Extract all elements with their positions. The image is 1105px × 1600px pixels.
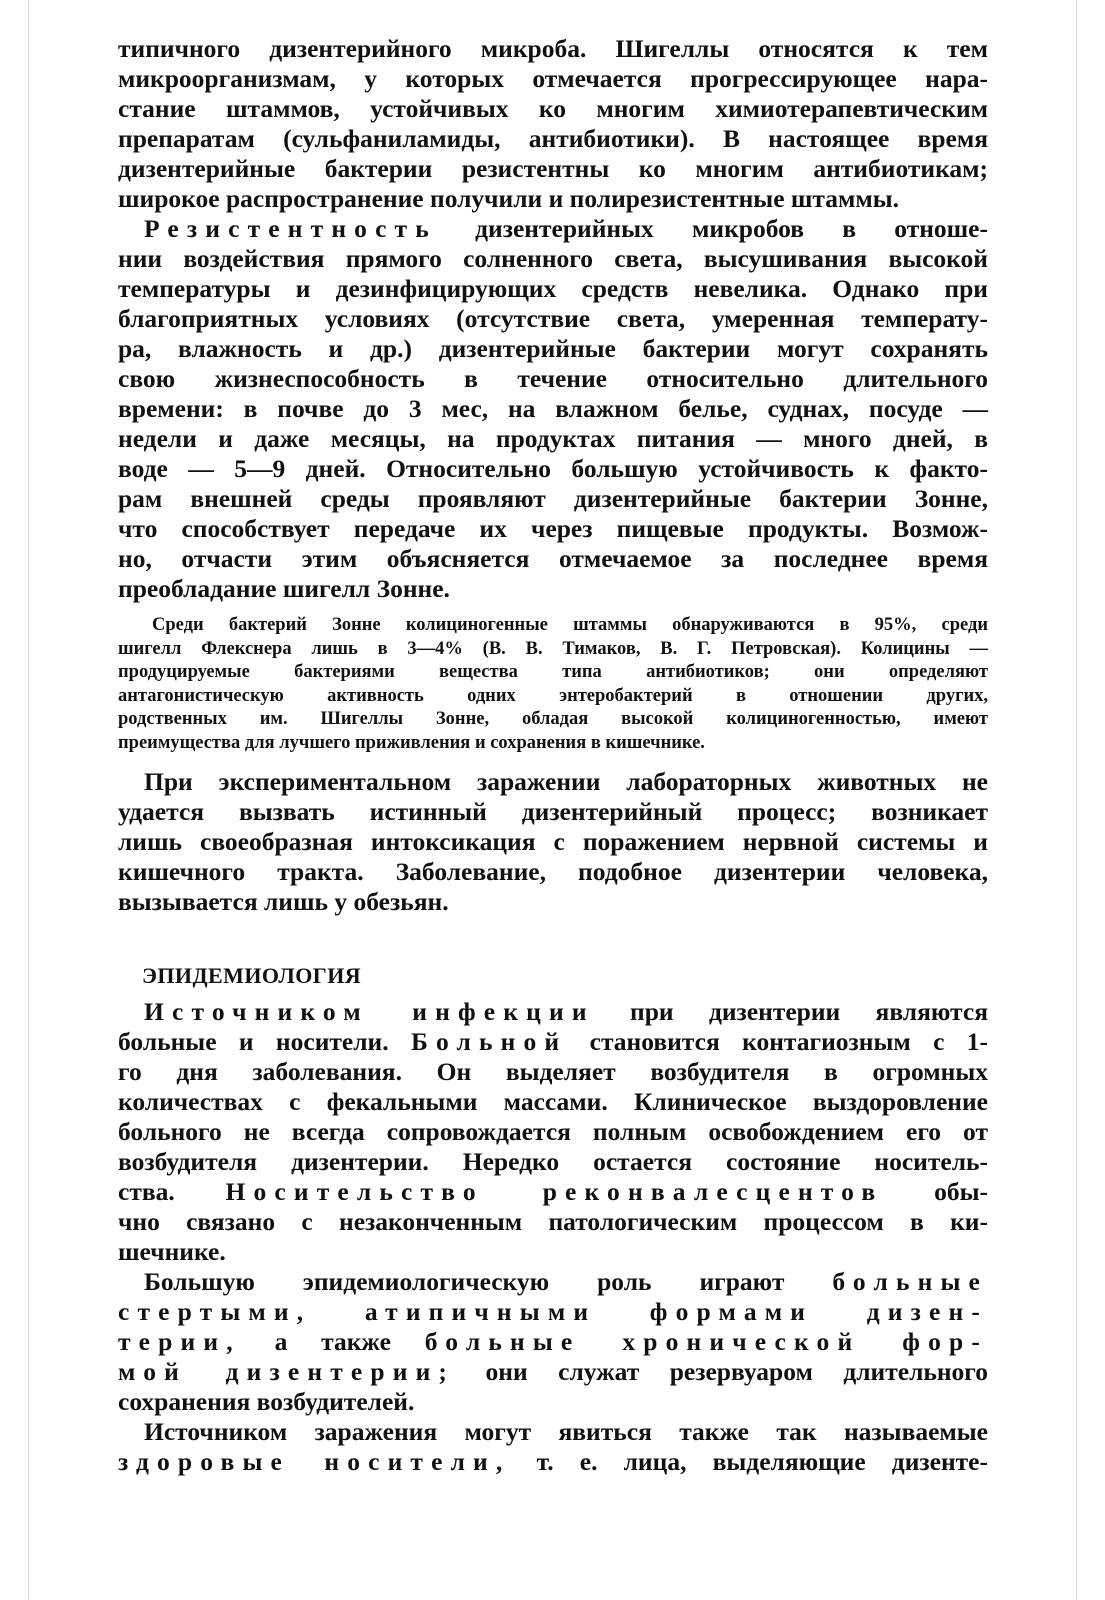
text-line: ства. Носительство реконвалесцентов обы- — [118, 1177, 988, 1206]
section-heading: ЭПИДЕМИОЛОГИЯ — [142, 963, 362, 988]
text-line: Большую эпидемиологическую роль играют больные — [144, 1267, 988, 1296]
text-line: При экспериментальном заражении лабораторных животных не — [144, 767, 988, 796]
text-line: продуцируемые бактериями вещества типа антибиотиков; они определяют — [118, 662, 988, 682]
text-line: больного не всегда сопровождается полным освобождением его от — [118, 1117, 988, 1146]
paragraph-atypical-forms — [118, 1267, 988, 1417]
spaced-term: терии, — [118, 1327, 241, 1356]
paragraph-resistance — [118, 214, 988, 604]
text-line: температуры и дезинфицирующих средств невелика. Однако при — [118, 274, 988, 303]
paragraph-healthy-carriers — [118, 1417, 988, 1477]
text-line: лишь своеобразная интоксикация с поражением нервной системы и — [118, 827, 988, 856]
spaced-term: Носительство реконвалесцентов — [225, 1177, 884, 1206]
text-line: но, отчасти этим объясняется отмечаемое за последнее время — [118, 544, 988, 573]
text-line: широкое распространение получили и полирезистентные штаммы. — [118, 184, 900, 213]
text-line: стание штаммов, устойчивых ко многим химиотерапевтическим — [118, 94, 988, 123]
text-line: терии, а также больные хронической фор- — [118, 1327, 988, 1356]
text-line: чно связано с незаконченным патологическим процессом в ки- — [118, 1207, 988, 1236]
text-line: антагонистическую активность одних энтеробактерий в отношении других, — [118, 685, 988, 706]
text-line: шигелл Флекснера лишь в 3—4% (В. В. Тимаков, В. Г. Петровская). Колицины — — [118, 638, 988, 659]
text-line: го дня заболевания. Он выделяет возбудителя в огромных — [118, 1057, 988, 1086]
text-line: возбудителя дизентерии. Нередко остается состояние носитель- — [118, 1147, 988, 1176]
text-line: недели и даже месяцы, на продуктах питания — много дней, в — [118, 424, 988, 453]
paragraph-drug-resistance — [118, 34, 988, 214]
text-line: благоприятных условиях (отсутствие света, умеренная температу- — [118, 304, 988, 333]
text-line: преобладание шигелл Зонне. — [118, 574, 450, 603]
page-right-edge — [1076, 0, 1077, 1600]
paragraph-experimental-infection — [118, 767, 988, 917]
spaced-term: Источником инфекции — [144, 997, 595, 1026]
text-line: Среди бактерий Зонне колициногенные штаммы обнаруживаются в 95%, среди — [152, 615, 988, 635]
text-line: свою жизнеспособность в течение относительно длительного — [118, 364, 988, 393]
text-line: времени: в почве до 3 мес, на влажном белье, суднах, посуде — — [118, 394, 988, 423]
text-line: мой дизентерии; они служат резервуаром длительного — [118, 1357, 988, 1386]
paragraph-infection-source — [118, 997, 988, 1267]
book-page — [118, 34, 988, 1477]
text-line: удается вызвать истинный дизентерийный процесс; возникает — [118, 797, 988, 826]
text-line: кишечного тракта. Заболевание, подобное дизентерии человека, — [118, 857, 988, 886]
spaced-term: больные хронической фор- — [424, 1327, 988, 1356]
text-line: дизентерийные бактерии резистентны ко многим антибиотикам; — [118, 154, 988, 183]
text-line: преимущества для лучшего приживления и сохранения в кишечнике. — [118, 732, 705, 753]
text-line: микроорганизмам, у которых отмечается прогрессирующее нара- — [118, 64, 988, 93]
text-line: препаратам (сульфаниламиды, антибиотики). В настоящее время — [118, 124, 988, 153]
spaced-term: Резистентность — [144, 214, 437, 243]
text-line: типичного дизентерийного микроба. Шигеллы относятся к тем — [118, 34, 988, 63]
text-line: родственных им. Шигеллы Зонне, обладая высокой колициногенностью, имеют — [118, 709, 988, 729]
text-line: больные и носители. Больной становится контагиозным с 1- — [118, 1027, 988, 1056]
text-line: что способствует передаче их через пищевые продукты. Возмож- — [118, 514, 988, 543]
text-line: количествах с фекальными массами. Клиническое выздоровление — [118, 1087, 988, 1116]
spaced-term: Больной — [410, 1027, 568, 1056]
spaced-term: больные — [832, 1267, 988, 1296]
text-line: здоровые носители, т. е. лица, выделяющие дизенте- — [118, 1447, 988, 1476]
spaced-term: мой дизентерии; — [118, 1357, 456, 1386]
text-line: нии воздействия прямого солненного света, высушивания высокой — [118, 244, 988, 273]
text-line: сохранения возбудителей. — [118, 1387, 415, 1416]
text-line: ра, влажность и др.) дизентерийные бактерии могут сохранять — [118, 334, 988, 363]
text-line: вызывается лишь у обезьян. — [118, 887, 449, 916]
text-line: стертыми, атипичными формами дизен- — [118, 1297, 988, 1326]
text-line: Резистентность дизентерийных микробов в отноше- — [144, 214, 988, 243]
text-line: Источником инфекции при дизентерии являются — [144, 997, 988, 1026]
text-line: шечнике. — [118, 1237, 226, 1266]
page-left-edge — [28, 0, 29, 1600]
small-print-note — [118, 614, 988, 755]
text-line: Источником заражения могут явиться также так называемые — [144, 1417, 988, 1446]
text-line: рам внешней среды проявляют дизентерийные бактерии Зонне, — [118, 484, 988, 513]
spaced-term: здоровые носители, — [118, 1447, 511, 1476]
text-line: воде — 5—9 дней. Относительно большую устойчивость к факто- — [118, 454, 988, 483]
